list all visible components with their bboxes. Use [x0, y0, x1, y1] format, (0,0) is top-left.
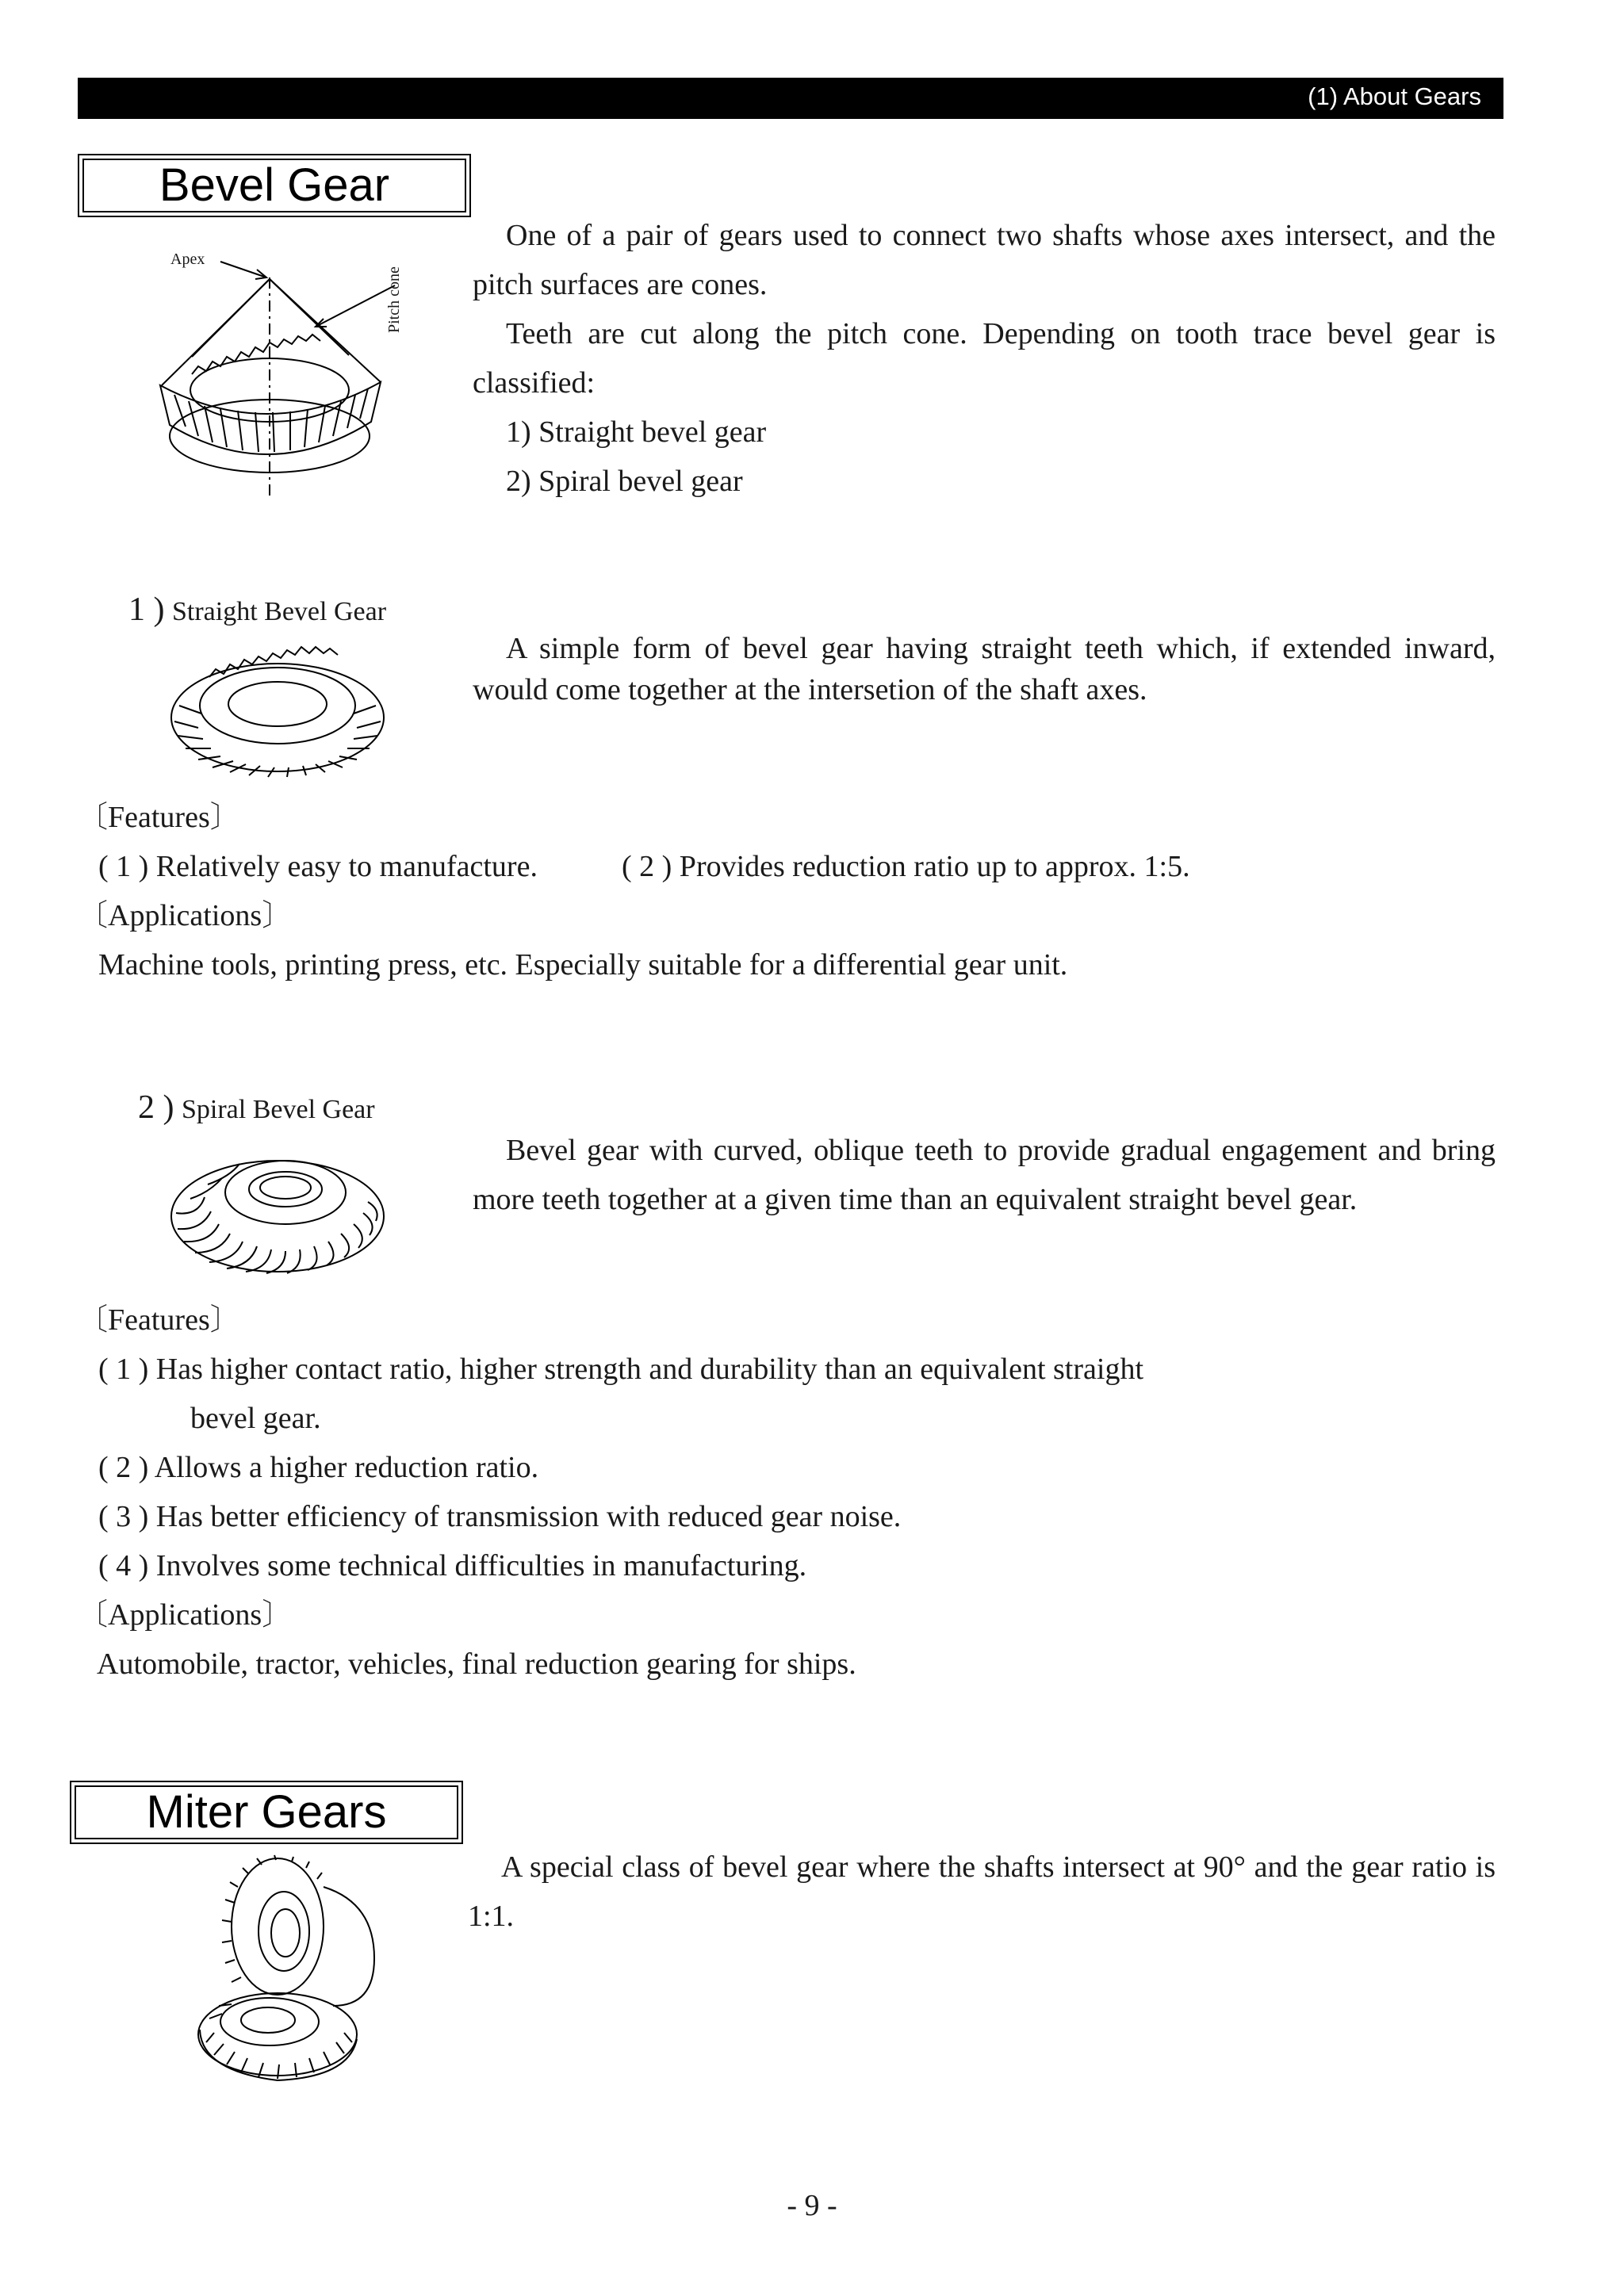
spiral-bevel-heading [138, 1083, 375, 1135]
spiral-applications: Automobile, tractor, vehicles, final reduction gearing for ships. [97, 1647, 856, 1681]
spiral-feature-1: ( 1 ) Has higher contact ratio, higher strength and durability than an equivalent straight [98, 1353, 1143, 1386]
straight-applications-heading: 〔Applications〕 [78, 899, 293, 932]
straight-bevel-description: A simple form of bevel gear having straight teeth which, if extended inward, would come together at the intersetion of the shaft axes. [473, 632, 1496, 706]
straight-bevel-number: 1 ) [128, 591, 165, 628]
spiral-feature-3: ( 3 ) Has better efficiency of transmission with reduced gear noise. [98, 1500, 902, 1533]
bevel-gear-intro-p1: One of a pair of gears used to connect two shafts whose axes intersect, and the pitch surfaces are cones. [473, 219, 1496, 301]
straight-features-heading: 〔Features〕 [78, 801, 240, 834]
straight-feature-1: ( 1 ) Relatively easy to manufacture. [98, 850, 538, 883]
miter-gears-figure [190, 1855, 396, 2093]
straight-bevel-gear-figure [167, 642, 389, 793]
spiral-feature-1-cont: bevel gear. [190, 1402, 321, 1435]
bevel-gear-title-box [78, 154, 471, 217]
spiral-bevel-description-block [473, 1126, 1496, 1224]
bevel-gear-intro-p2: Teeth are cut along the pitch cone. Depending on tooth trace bevel gear is classified: [473, 317, 1496, 400]
straight-bevel-name: Straight Bevel Gear [172, 597, 387, 626]
bevel-type-spiral: 2) Spiral bevel gear [506, 465, 743, 498]
bevel-gear-intro [473, 211, 1496, 506]
spiral-feature-4: ( 4 ) Involves some technical difficulties in manufacturing. [98, 1549, 807, 1582]
straight-bevel-heading [128, 585, 386, 637]
spiral-feature-2: ( 2 ) Allows a higher reduction ratio. [98, 1451, 539, 1484]
spiral-applications-heading: 〔Applications〕 [78, 1598, 293, 1632]
bevel-gear-title: Bevel Gear [82, 159, 466, 212]
header-bar [78, 78, 1503, 119]
page-number: - 9 - [787, 2189, 837, 2222]
miter-gears-description-block [468, 1843, 1496, 1941]
section-label: (1) About Gears [1308, 82, 1481, 110]
miter-gears-title: Miter Gears [75, 1785, 458, 1839]
spiral-bevel-gear-figure [167, 1137, 389, 1288]
bevel-gear-pitch-cone-figure [151, 238, 452, 499]
spiral-bevel-description: Bevel gear with curved, oblique teeth to provide gradual engagement and bring more teeth together at a given time than an equivalent straight bevel gear. [473, 1134, 1496, 1216]
straight-applications: Machine tools, printing press, etc. Especially suitable for a differential gear unit. [98, 948, 1068, 982]
miter-gears-description: A special class of bevel gear where the shafts intersect at 90° and the gear ratio is 1:1. [468, 1850, 1496, 1933]
spiral-bevel-number: 2 ) [138, 1089, 174, 1126]
pitch-cone-label: Pitch cone [385, 266, 403, 333]
straight-bevel-description-block [473, 628, 1496, 710]
spiral-bevel-name: Spiral Bevel Gear [182, 1095, 375, 1124]
miter-gears-title-box [70, 1781, 463, 1844]
bevel-type-straight: 1) Straight bevel gear [506, 415, 767, 449]
apex-label: Apex [170, 251, 205, 268]
spiral-features-heading: 〔Features〕 [78, 1303, 240, 1337]
straight-feature-2: ( 2 ) Provides reduction ratio up to approx. 1:5. [622, 850, 1190, 883]
